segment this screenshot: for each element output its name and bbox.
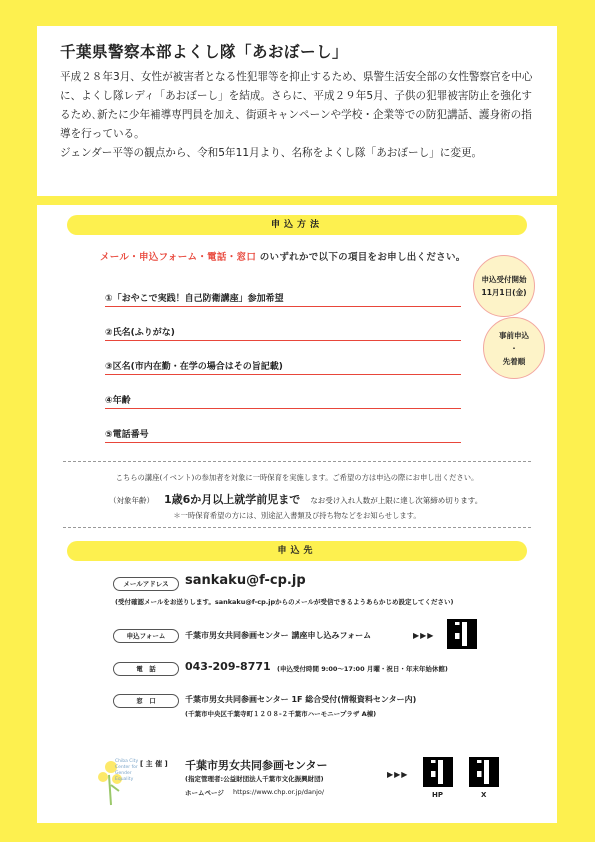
apply-lead-rest: のいずれかで以下の項目をお申し出ください。 xyxy=(256,252,466,263)
footer xyxy=(37,745,557,823)
first-come-badge xyxy=(483,317,545,379)
intro-title: 千葉県警察本部よくし隊「あおぼーし」 xyxy=(60,43,349,61)
tel-number[interactable]: 043-209-8771 xyxy=(185,660,271,673)
hp-qr-label: HP xyxy=(432,791,443,799)
apply-heading: 申込方法 xyxy=(67,215,527,235)
intro-box xyxy=(37,26,557,196)
childcare-age-label: （対象年齢） xyxy=(109,496,154,505)
x-qr-code-icon[interactable] xyxy=(469,757,499,787)
intro-paragraph-2: ジェンダー平等の観点から、令和5年11月より、名称をよくし隊「あおぼーし」に変更。 xyxy=(60,147,483,159)
footer-arrows-icon: ▶▶▶ xyxy=(387,770,409,779)
window-address: (千葉市中央区千葉寺町１２０８-２千葉市ハーモニープラザ A棟) xyxy=(185,710,377,718)
homepage-url[interactable]: https://www.chp.or.jp/danjo/ xyxy=(233,788,325,796)
apply-item-5: ⑤電話番号 xyxy=(105,419,461,443)
divider-top xyxy=(63,461,531,462)
childcare-capacity-note: なお受け入れ人数が上限に達し次第締め切ります。 xyxy=(310,496,483,505)
intro-body xyxy=(60,68,535,163)
first-come-line-2: ・ xyxy=(510,343,518,353)
form-link[interactable]: 千葉市男女共同参画センター 講座申し込みフォーム xyxy=(185,631,372,640)
org-name: 千葉市男女共同参画センター xyxy=(185,759,328,772)
tel-note: (申込受付時間 9:00～17:00 月曜・祝日・年末年始休館) xyxy=(277,665,448,673)
childcare-age-row xyxy=(109,491,482,507)
x-qr-label: X xyxy=(481,791,487,799)
apply-lead-methods: メール・申込フォーム・電話・窓口 xyxy=(100,252,257,263)
form-arrows-icon: ▶▶▶ xyxy=(413,631,435,640)
apply-item-3: ③区名(市内在勤・在学の場合はその旨記載) xyxy=(105,351,461,375)
logo-text-line-3: Gender xyxy=(115,771,132,776)
manager-note: (指定管理者:公益財団法人千葉市文化振興財団) xyxy=(185,775,324,783)
sponsor-label: [ 主 催 ] xyxy=(140,760,168,768)
childcare-note: こちらの講座(イベント)の参加者を対象に一時保育を実施します。ご希望の方は申込の際にお申し出ください。 xyxy=(115,473,479,482)
window-value: 千葉市男女共同参画センター 1F 総合受付(情報資料センター内) xyxy=(185,695,417,704)
logo-text-line-2: Center for xyxy=(115,765,138,770)
window-label: 窓 口 xyxy=(113,694,179,708)
main-box xyxy=(37,205,557,823)
homepage-label: ホームページ xyxy=(185,789,224,797)
childcare-age-value: 1歳6か月以上就学前児まで xyxy=(164,493,301,506)
apply-item-4: ④年齢 xyxy=(105,385,461,409)
contact-heading: 申込先 xyxy=(67,541,527,561)
apply-item-2: ②氏名(ふりがな) xyxy=(105,317,461,341)
logo-text xyxy=(115,759,138,783)
form-label: 申込フォーム xyxy=(113,629,179,643)
childcare-note-2: ＊一時保育希望の方には、別途記入書類及び持ち物などをお知らせします。 xyxy=(173,511,421,520)
first-come-line-1: 事前申込 xyxy=(499,330,529,340)
hp-qr-code-icon[interactable] xyxy=(423,757,453,787)
logo-text-line-4: Equality xyxy=(115,777,134,782)
reception-start-date: 11月1日(金) xyxy=(481,288,527,297)
apply-lead xyxy=(100,249,466,263)
email-label: メールアドレス xyxy=(113,577,179,591)
apply-item-1: ①「おやこで実践！自己防衛講座」参加希望 xyxy=(105,283,461,307)
reception-start-badge xyxy=(473,255,535,317)
logo-text-line-1: Chiba City xyxy=(115,759,139,764)
email-address[interactable]: sankaku@f-cp.jp xyxy=(185,573,306,588)
tel-label: 電 話 xyxy=(113,662,179,676)
form-qr-code-icon[interactable] xyxy=(447,619,477,649)
first-come-line-3: 先着順 xyxy=(502,356,526,366)
intro-paragraph-1: 平成２８年3月、女性が被害者となる性犯罪等を抑止するため、県警生活安全部の女性警察官を中心に、よくし隊レディ「あおぼーし」を結成。さらに、平成２９年5月、子供の犯罪被害防止を強化するため､新たに少年補導専門員を加え、街頭キャンペーンや学校・企業等での防犯講話、護身術の指導を行っている。 xyxy=(60,71,533,140)
reception-start-label: 申込受付開始 xyxy=(481,275,527,284)
email-note: (受付確認メールをお送りします。sankaku@f-cp.jpからのメールが受信できるようあらかじめ設定してください) xyxy=(115,598,454,606)
divider-bottom xyxy=(63,527,531,528)
